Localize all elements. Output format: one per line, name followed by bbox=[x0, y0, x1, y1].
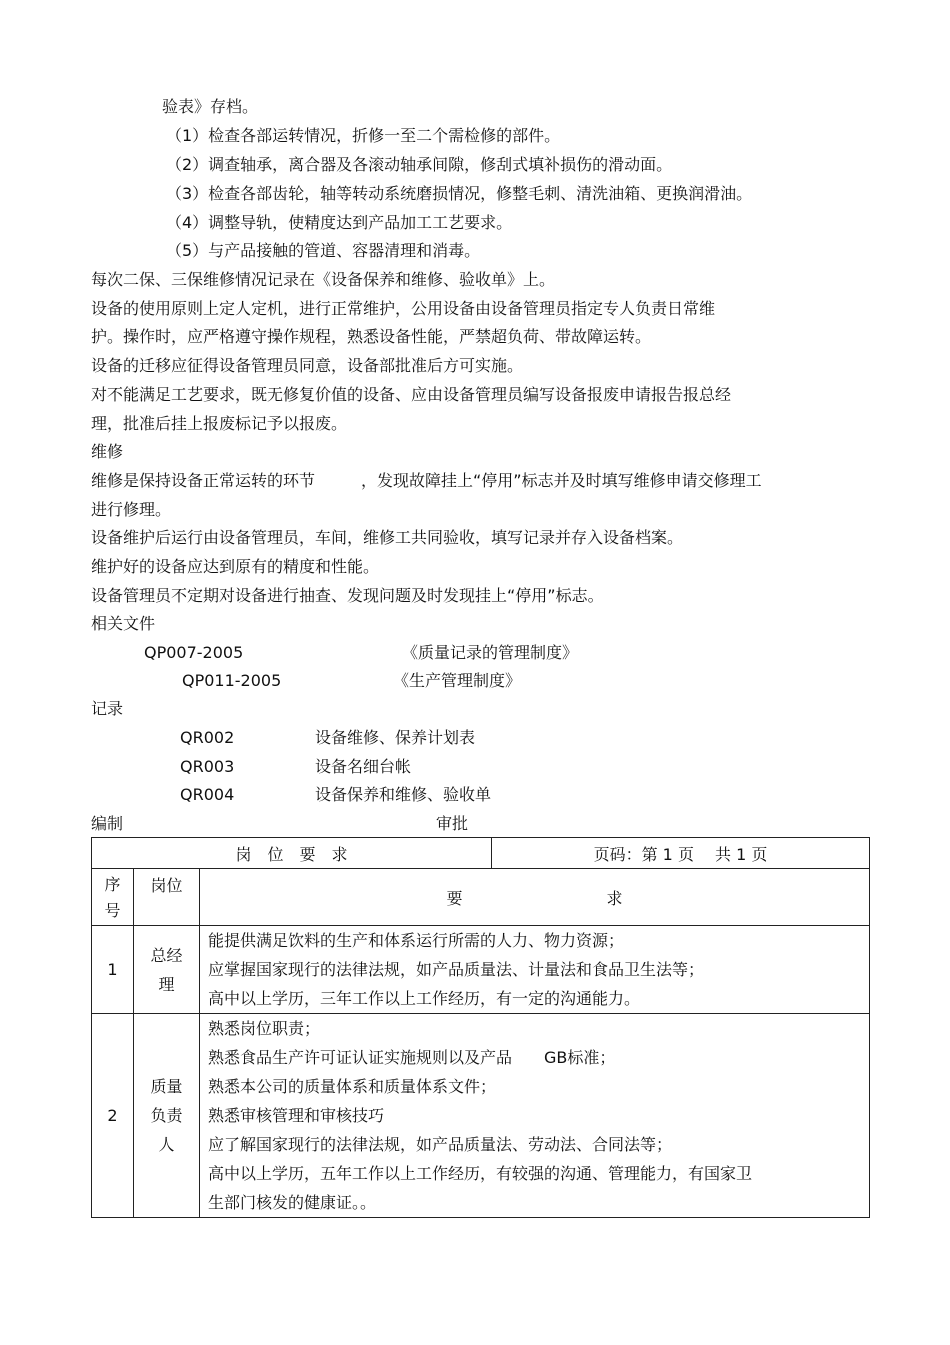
related-file-title: 《质量记录的管理制度》 bbox=[402, 643, 579, 662]
text-line: 维修是保持设备正常运转的环节 bbox=[91, 471, 316, 490]
record-code: QR002 bbox=[180, 728, 235, 747]
record-code: QR003 bbox=[180, 757, 235, 776]
text-line: （3）检查各部齿轮，轴等转动系统磨损情况，修整毛刺、清洗油箱、更换润滑油。 bbox=[166, 184, 753, 203]
requirement-item: 熟悉本公司的质量体系和质量体系文件； bbox=[208, 1077, 497, 1096]
related-file-title: 《生产管理制度》 bbox=[393, 671, 522, 690]
text-line: 理，批准后挂上报废标记予以报废。 bbox=[91, 414, 348, 433]
text-line: ，发现故障挂上“停用”标志并及时填写维修申请交修理工 bbox=[361, 471, 762, 490]
text-line: 维护好的设备应达到原有的精度和性能。 bbox=[91, 557, 380, 576]
header-post: 岗位 bbox=[134, 869, 200, 926]
table-title: 岗 位 要 求 bbox=[92, 838, 492, 869]
row-requirements bbox=[200, 1014, 870, 1218]
text-line: （2）调查轴承，离合器及各滚动轴承间隙，修刮式填补损伤的滑动面。 bbox=[166, 155, 673, 174]
text-line: 设备维护后运行由设备管理员，车间，维修工共同验收，填写记录并存入设备档案。 bbox=[91, 528, 684, 547]
related-file-code: QP011-2005 bbox=[182, 671, 282, 690]
section-heading: 记录 bbox=[91, 699, 124, 718]
requirement-item: 熟悉食品生产许可证认证实施规则以及产品 GB标准； bbox=[208, 1048, 616, 1067]
header-requirement: 要 求 bbox=[200, 869, 870, 926]
section-heading: 相关文件 bbox=[91, 614, 156, 633]
requirement-item: 应掌握国家现行的法律法规，如产品质量法、计量法和食品卫生法等； bbox=[208, 960, 705, 979]
text-line: （1）检查各部运转情况，折修一至二个需检修的部件。 bbox=[166, 126, 561, 145]
approve-label: 审批 bbox=[436, 814, 469, 833]
record-name: 设备名细台帐 bbox=[315, 757, 412, 776]
post-requirements-table bbox=[91, 837, 870, 1218]
text-line: 护。操作时，应严格遵守操作规程，熟悉设备性能，严禁超负荷、带故障运转。 bbox=[91, 327, 652, 346]
requirement-item: 生部门核发的健康证。。 bbox=[208, 1193, 377, 1212]
row-post: 质量负责人 bbox=[134, 1014, 200, 1218]
row-number: 2 bbox=[92, 1014, 134, 1218]
text-line: 进行修理。 bbox=[91, 500, 172, 519]
text-line: 设备的迁移应征得设备管理员同意，设备部批准后方可实施。 bbox=[91, 356, 524, 375]
related-file-code: QP007-2005 bbox=[144, 643, 244, 662]
record-name: 设备保养和维修、验收单 bbox=[315, 785, 492, 804]
row-requirements bbox=[200, 926, 870, 1014]
row-number: 1 bbox=[92, 926, 134, 1014]
requirement-item: 高中以上学历，三年工作以上工作经历，有一定的沟通能力。 bbox=[208, 989, 641, 1008]
text-line: （5）与产品接触的管道、容器清理和消毒。 bbox=[166, 241, 481, 260]
text-line: 验表》存档。 bbox=[162, 97, 259, 116]
requirement-item: 高中以上学历，五年工作以上工作经历，有较强的沟通、管理能力，有国家卫 bbox=[208, 1164, 753, 1183]
text-line: 每次二保、三保维修情况记录在《设备保养和维修、验收单》上。 bbox=[91, 270, 556, 289]
text-line: 设备管理员不定期对设备进行抽查、发现问题及时发现挂上“停用”标志。 bbox=[91, 586, 604, 605]
page-info: 页码：第 1 页 共 1 页 bbox=[492, 838, 870, 869]
requirement-item: 应了解国家现行的法律法规，如产品质量法、劳动法、合同法等； bbox=[208, 1135, 673, 1154]
requirement-item: 能提供满足饮料的生产和体系运行所需的人力、物力资源； bbox=[208, 931, 625, 950]
text-line: （4）调整导轨，使精度达到产品加工工艺要求。 bbox=[166, 213, 513, 232]
requirement-item: 熟悉岗位职责； bbox=[208, 1019, 321, 1038]
row-post: 总经理 bbox=[134, 926, 200, 1014]
record-code: QR004 bbox=[180, 785, 235, 804]
text-line: 设备的使用原则上定人定机，进行正常维护，公用设备由设备管理员指定专人负责日常维 bbox=[91, 299, 716, 318]
header-no: 序号 bbox=[92, 869, 134, 926]
requirement-item: 熟悉审核管理和审核技巧 bbox=[208, 1106, 385, 1125]
text-line: 对不能满足工艺要求，既无修复价值的设备、应由设备管理员编写设备报废申请报告报总经 bbox=[91, 385, 732, 404]
compile-label: 编制 bbox=[91, 814, 124, 833]
record-name: 设备维修、保养计划表 bbox=[315, 728, 476, 747]
section-heading: 维修 bbox=[91, 442, 124, 461]
